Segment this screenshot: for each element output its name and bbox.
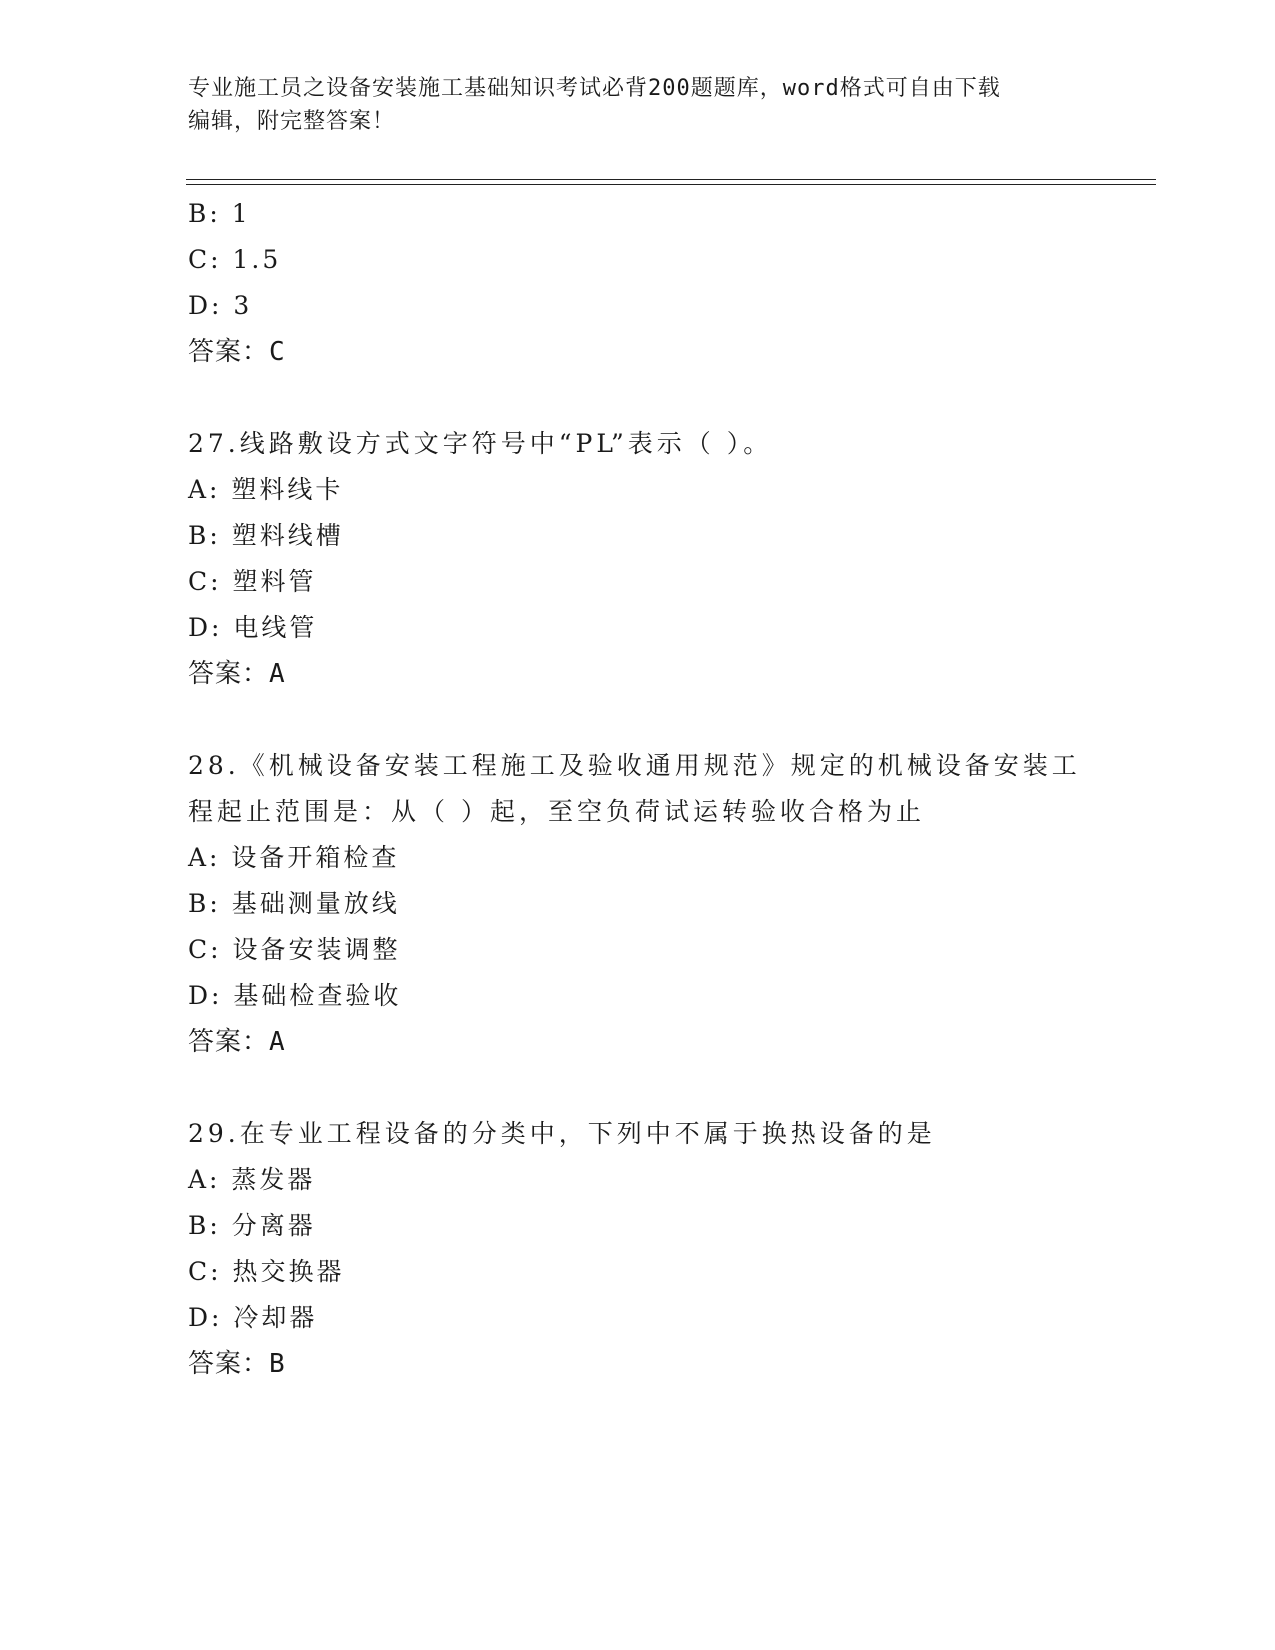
option-c: C: 热交换器 <box>188 1257 345 1286</box>
option-b: B: 1 <box>188 199 251 228</box>
option-a: A: 蒸发器 <box>188 1165 316 1194</box>
answer-line: 答案：C <box>188 337 286 367</box>
question-list <box>188 191 1108 1387</box>
header-line-1: 专业施工员之设备安装施工基础知识考试必背200题题库，word格式可自由下载 <box>188 76 1001 101</box>
question-27 <box>188 421 1108 697</box>
spacer <box>188 1065 1108 1111</box>
option-c: C: 1.5 <box>188 245 282 274</box>
answer-line: 答案：A <box>188 1027 286 1057</box>
header-line-2: 编辑，附完整答案！ <box>188 109 396 134</box>
question-stem-line-2: 程起止范围是：从（ ）起，至空负荷试运转验收合格为止 <box>188 797 925 826</box>
spacer <box>188 697 1108 743</box>
option-a: A: 塑料线卡 <box>188 475 344 504</box>
answer-line: 答案：B <box>188 1349 286 1379</box>
question-stem: 29.在专业工程设备的分类中，下列中不属于换热设备的是 <box>188 1119 936 1148</box>
option-a: A: 设备开箱检查 <box>188 843 400 872</box>
question-stem-line-1: 28.《机械设备安装工程施工及验收通用规范》规定的机械设备安装工 <box>188 751 1081 780</box>
spacer <box>188 375 1108 421</box>
answer-line: 答案：A <box>188 659 286 689</box>
header-divider-top <box>186 179 1156 180</box>
header-divider-bottom <box>186 184 1156 185</box>
option-b: B: 分离器 <box>188 1211 316 1240</box>
option-c: C: 设备安装调整 <box>188 935 401 964</box>
option-d: D: 冷却器 <box>188 1303 318 1332</box>
question-26-partial <box>188 191 1108 375</box>
document-header <box>188 72 1088 138</box>
option-b: B: 基础测量放线 <box>188 889 400 918</box>
question-29 <box>188 1111 1108 1387</box>
question-stem: 27.线路敷设方式文字符号中“PL”表示（ ）。 <box>188 429 773 458</box>
option-d: D: 基础检查验收 <box>188 981 402 1010</box>
option-b: B: 塑料线槽 <box>188 521 344 550</box>
option-c: C: 塑料管 <box>188 567 317 596</box>
question-28 <box>188 743 1108 1065</box>
option-d: D: 3 <box>188 291 253 320</box>
option-d: D: 电线管 <box>188 613 318 642</box>
